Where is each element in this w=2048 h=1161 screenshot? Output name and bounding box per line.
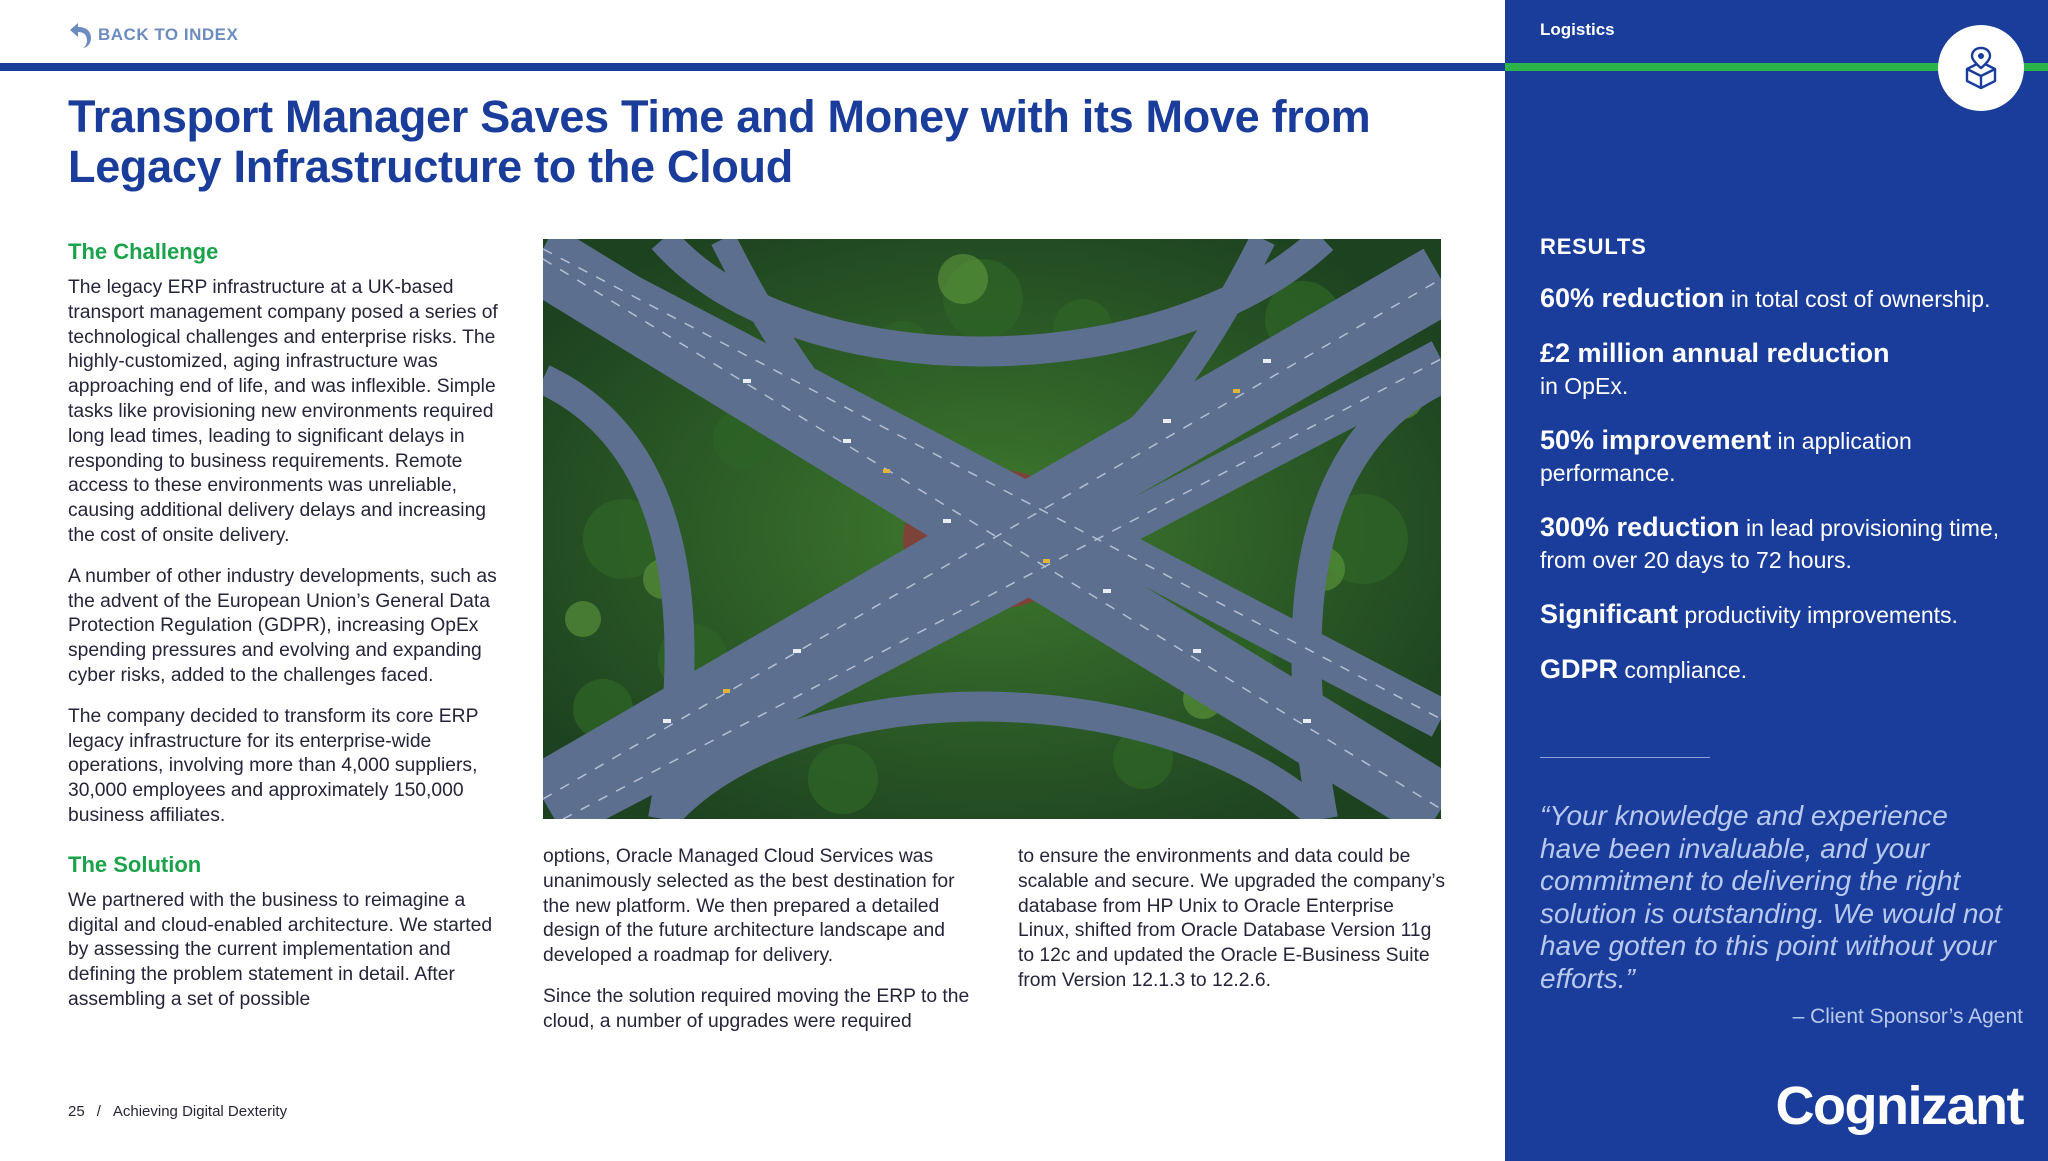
result-highlight: Significant	[1540, 599, 1679, 629]
back-to-index-link[interactable]	[68, 20, 238, 50]
result-highlight: £2 million annual reduction	[1540, 338, 1890, 368]
quote-divider	[1540, 757, 1710, 758]
page-footer	[68, 1103, 287, 1120]
result-highlight: GDPR	[1540, 654, 1619, 684]
result-text: in lead provisioning time, from over 20 days to 72 hours.	[1540, 515, 2000, 573]
result-text: compliance.	[1618, 657, 1748, 683]
result-text: in OpEx.	[1540, 373, 1629, 399]
result-item	[1540, 282, 2010, 315]
solution-column-2	[543, 845, 973, 1051]
package-box-icon	[1961, 46, 2001, 90]
results-sidebar	[1505, 0, 2048, 1161]
category-badge	[1938, 25, 2024, 111]
solution-paragraph: We partnered with the business to reimagine a digital and cloud-enabled architecture. We started by assessing the current implementation and defining the problem statement in detail. After assembling a set of possible	[68, 889, 493, 1010]
result-text: in total cost of ownership.	[1724, 286, 1991, 312]
page-number: 25	[68, 1103, 85, 1120]
cognizant-logo: Cognizant	[1775, 1076, 2023, 1136]
result-text: in application performance.	[1540, 428, 1912, 486]
header-divider	[0, 63, 1505, 71]
result-item	[1540, 337, 2010, 402]
highway-interchange-photo	[543, 239, 1441, 819]
result-item	[1540, 653, 2010, 686]
result-item	[1540, 511, 2010, 576]
solution-paragraph: Since the solution required moving the ERP to the cloud, a number of upgrades were required	[543, 985, 970, 1032]
back-to-index-label: BACK TO INDEX	[98, 25, 239, 44]
challenge-paragraph: The legacy ERP infrastructure at a UK-based transport management company posed a series of technological challenges and enterprise risks. The highly-customized, aging infrastructure was approaching end of life, and was inflexible. Simple tasks like provisioning new environments required long lead times, leading to significant delays in responding to business requirements. Remote access to these environments was unreliable, causing additional delivery delays and increasing the cost of onsite delivery.	[68, 277, 498, 546]
solution-column-3	[1018, 845, 1448, 1010]
challenge-heading: The Challenge	[68, 239, 219, 264]
category-label: Logistics	[1540, 20, 1615, 39]
challenge-column	[68, 238, 498, 1029]
challenge-paragraph: The company decided to transform its core ERP legacy infrastructure for its enterprise-wide operations, involving more than 4,000 suppliers, 30,000 employees and approximately 150,000 business affiliates.	[68, 705, 479, 826]
highway-interchange-illustration	[543, 239, 1441, 819]
solution-heading: The Solution	[68, 851, 202, 877]
results-heading: RESULTS	[1540, 234, 1647, 259]
results-list	[1540, 282, 2010, 708]
footer-separator: /	[96, 1103, 101, 1120]
solution-paragraph: to ensure the environments and data could be scalable and secure. We upgraded the company’s database from HP Unix to Oracle Enterprise Linux, shifted from Oracle Database Version 11g to 12c and updated the Oracle E-Business Suite from Version 12.1.3 to 12.2.6.	[1018, 846, 1445, 991]
back-arrow-icon	[68, 20, 92, 50]
page-title: Transport Manager Saves Time and Money with its Move from Legacy Infrastructure to the Cloud	[68, 91, 1371, 192]
top-bar	[0, 0, 1505, 72]
result-highlight: 300% reduction	[1540, 512, 1740, 542]
challenge-paragraph: A number of other industry developments, such as the advent of the European Union’s General Data Protection Regulation (GDPR), increasing OpEx spending pressures and evolving and expanding cyber risks, added to the challenges faced.	[68, 565, 497, 686]
result-highlight: 50% improvement	[1540, 425, 1772, 455]
result-text: productivity improvements.	[1678, 602, 1958, 628]
document-title: Achieving Digital Dexterity	[112, 1103, 288, 1120]
result-highlight: 60% reduction	[1540, 283, 1725, 313]
solution-paragraph: options, Oracle Managed Cloud Services was unanimously selected as the best destination for the new platform. We then prepared a detailed design of the future architecture landscape and developed a roadmap for delivery.	[543, 846, 955, 967]
client-quote: “Your knowledge and experience have been invaluable, and your commitment to delivering the right solution is outstanding. We would not have gotten to this point without your efforts.”	[1540, 800, 2002, 994]
quote-attribution: – Client Sponsor’s Agent	[1792, 1005, 2023, 1028]
result-item	[1540, 424, 2010, 489]
result-item	[1540, 598, 2010, 631]
